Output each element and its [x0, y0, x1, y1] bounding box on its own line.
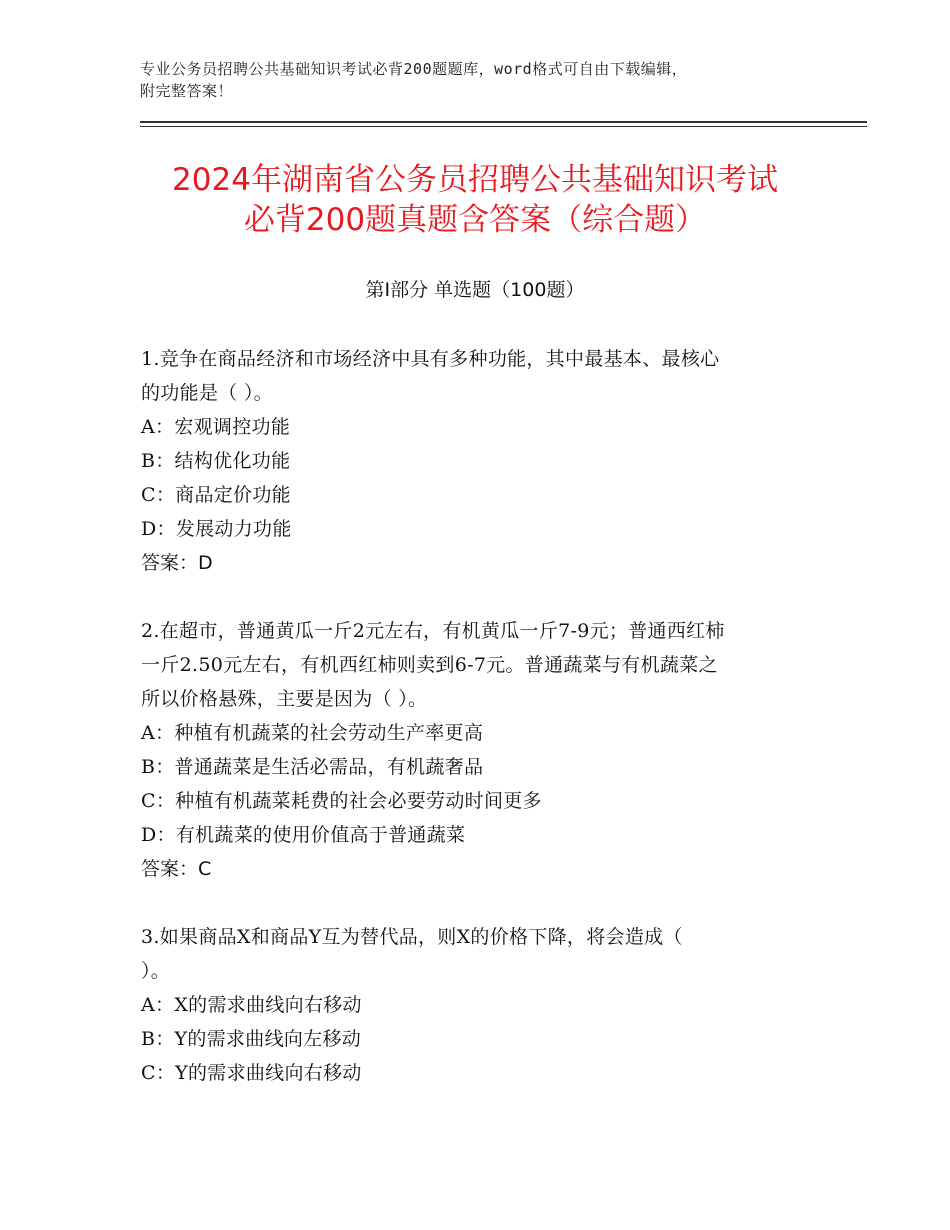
option-b: B：普通蔬菜是生活必需品，有机蔬奢品	[141, 756, 484, 778]
option-c: C：Y的需求曲线向右移动	[141, 1062, 362, 1084]
option-c: C：种植有机蔬菜耗费的社会必要劳动时间更多	[141, 790, 542, 812]
option-b: B：结构优化功能	[141, 450, 291, 472]
question-stem-line: 所以价格悬殊，主要是因为（ ）。	[141, 688, 428, 710]
option-d: D：有机蔬菜的使用价值高于普通蔬菜	[141, 824, 466, 846]
option-c: C：商品定价功能	[141, 484, 291, 506]
header-note-line: 专业公务员招聘公共基础知识考试必背200题题库，word格式可自由下载编辑，	[140, 60, 688, 78]
option-b: B：Y的需求曲线向左移动	[141, 1028, 362, 1050]
question-stem-line: 2.在超市，普通黄瓜一斤2元左右，有机黄瓜一斤7-9元；普通西红柿	[141, 620, 725, 642]
question-stem-line: 1.竞争在商品经济和市场经济中具有多种功能，其中最基本、最核心	[141, 348, 720, 370]
header-divider-thick	[140, 121, 867, 123]
option-a: A：X的需求曲线向右移动	[141, 994, 362, 1016]
answer-label: 答案：D	[141, 552, 213, 574]
option-d: D：发展动力功能	[141, 518, 292, 540]
document-title	[100, 160, 850, 240]
header-divider-thin	[140, 126, 867, 127]
question-list	[141, 342, 821, 1124]
question-block	[141, 920, 821, 1090]
question-stem-line: 3.如果商品X和商品Y互为替代品，则X的价格下降，将会造成（	[141, 926, 683, 948]
question-block	[141, 614, 821, 886]
header-note	[140, 58, 840, 102]
header-note-line: 附完整答案！	[140, 82, 234, 100]
question-block	[141, 342, 821, 580]
section-heading: 第Ⅰ部分 单选题（100题）	[365, 279, 585, 301]
document-title-line: 2024年湖南省公务员招聘公共基础知识考试	[172, 162, 778, 198]
question-stem-line: 一斤2.50元左右，有机西红柿则卖到6-7元。普通蔬菜与有机蔬菜之	[141, 654, 718, 676]
document-title-line: 必背200题真题含答案（综合题）	[243, 202, 707, 238]
question-stem-line: ）。	[141, 960, 171, 982]
answer-label: 答案：C	[141, 858, 212, 880]
question-stem-line: 的功能是（ ）。	[141, 382, 273, 404]
option-a: A：种植有机蔬菜的社会劳动生产率更高	[141, 722, 484, 744]
option-a: A：宏观调控功能	[141, 416, 291, 438]
